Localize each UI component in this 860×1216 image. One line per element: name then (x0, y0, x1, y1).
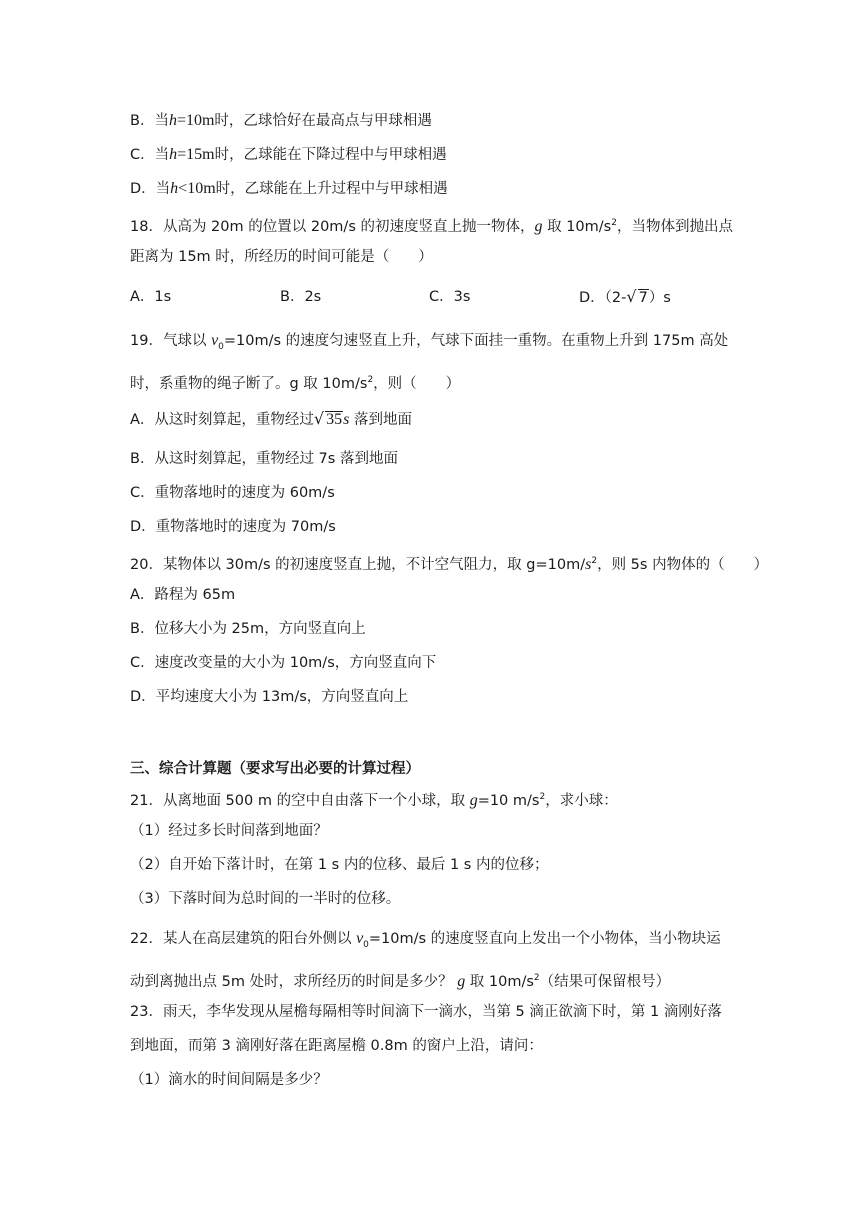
q21-part-2: （2）自开始下落计时，在第 1 s 内的位移、最后 1 s 内的位移； (130, 857, 549, 873)
q19-a-pre: A．从这时刻算起，重物经过 (130, 412, 314, 428)
q18-stem-line1 (130, 213, 733, 233)
q17-d-suffix: 时，乙球能在上升过程中与甲球相遇 (215, 181, 448, 197)
q18-stem-line2: 距离为 15m 时，所经历的时间可能是（ ） (130, 249, 433, 265)
q18-g: g (534, 218, 543, 235)
q21-stem (130, 787, 618, 807)
q19-a-unit: s (343, 411, 350, 428)
q17-d-prefix: D．当 (130, 181, 171, 197)
q22-v: v (356, 930, 364, 947)
q17-c-eq: =15m (177, 146, 215, 163)
q21-g: g (469, 792, 478, 809)
q19-option-a (130, 409, 412, 429)
radical-sign: √ (313, 409, 325, 428)
q22-stem2-a: 动到离抛出点 5m 处时，求所经历的时间是多少？ (130, 974, 458, 990)
q17-b-eq: =10m (176, 112, 215, 129)
q22-stem-b: =10m/s 的速度竖直向上发出一个小物体，当小物块运 (368, 931, 721, 947)
q20-stem-b: ，则 5s 内物体的（ ） (597, 557, 769, 573)
q21-part-1: （1）经过多长时间落到地面？ (130, 823, 328, 839)
q19-stem-line1 (130, 331, 728, 351)
q23-stem-line1: 23．雨天，李华发现从屋檐每隔相等时间滴下一滴水，当第 5 滴正欲滴下时，第 1 滴刚好落 (130, 1004, 722, 1020)
q19-stem-b: =10m/s 的速度匀速竖直上升，气球下面挂一重物。在重物上升到 175m 高处 (223, 333, 729, 349)
q18-d-radicand: 7 (638, 290, 648, 306)
q19-option-c: C．重物落地时的速度为 60m/s (130, 485, 335, 501)
q17-c-suffix: 时，乙球能在下降过程中与甲球相遇 (214, 147, 447, 163)
q17-option-b (130, 111, 432, 131)
q19-stem-line2 (130, 370, 460, 390)
q19-v-sub: 0 (218, 341, 224, 352)
q18-stem-a: 18．从高为 20m 的位置以 20m/s 的初速度竖直上抛一物体， (130, 219, 535, 235)
q19-option-b: B．从这时刻算起，重物经过 7s 落到地面 (130, 451, 398, 467)
q17-b-prefix: B．当 (130, 113, 169, 129)
q23-part-1: （1）滴水的时间间隔是多少？ (130, 1072, 328, 1088)
q19-v: v (211, 332, 219, 349)
q21-stem-a: 21．从离地面 500 m 的空中自由落下一个小球，取 (130, 793, 470, 809)
q22-g: g (457, 973, 466, 990)
q17-c-prefix: C．当 (130, 147, 170, 163)
q19-a-post: 落到地面 (349, 412, 412, 428)
q18-stem-b: 取 10m/s (542, 219, 612, 235)
q19-option-d: D．重物落地时的速度为 70m/s (130, 519, 336, 535)
q18-option-c: C．3s (429, 289, 471, 305)
q21-stem-c: ，求小球： (545, 793, 618, 809)
q20-stem (130, 551, 768, 571)
q20-option-c: C．速度改变量的大小为 10m/s，方向竖直向下 (130, 655, 437, 671)
q18-sup: 2 (611, 218, 617, 228)
q23-stem-line2: 到地面，而第 3 滴刚好落在距离屋檐 0.8m 的窗户上沿，请问： (130, 1038, 543, 1054)
q20-option-a: A．路程为 65m (130, 587, 236, 603)
q18-d-pre: D．（2- (579, 290, 627, 306)
q20-option-b: B．位移大小为 25m，方向竖直向上 (130, 621, 366, 637)
q19-stem-a: 19．气球以 (130, 333, 212, 349)
q17-b-suffix: 时，乙球恰好在最高点与甲球相遇 (214, 113, 432, 129)
q18-option-a: A．1s (130, 289, 172, 305)
q20-option-d: D．平均速度大小为 13m/s，方向竖直向上 (130, 689, 409, 705)
q22-sup: 2 (533, 973, 540, 983)
q17-d-eq: <10m (178, 180, 216, 197)
q22-stem2-b: 取 10m/s (465, 974, 534, 990)
q22-stem-line1 (130, 929, 721, 949)
q20-stem-a: 20．某物体以 30m/s 的初速度竖直上抛，不计空气阻力，取 g=10m/ (130, 557, 586, 573)
q20-s: s (585, 556, 592, 573)
q18-option-d (579, 287, 671, 308)
q17-c-var: h (169, 146, 178, 163)
q17-d-var: h (170, 180, 179, 197)
q18-option-b: B．2s (280, 289, 322, 305)
q22-stem2-c: （结果可保留根号） (539, 974, 671, 990)
radical-sign: √ (626, 287, 637, 306)
q18-stem-c: ，当物体到抛出点 (616, 219, 733, 235)
q18-d-post: ）s (648, 290, 671, 306)
q22-v-sub: 0 (363, 939, 369, 950)
q17-option-d (130, 179, 448, 199)
q17-b-var: h (168, 112, 177, 129)
q17-option-c (130, 145, 447, 165)
q21-sup: 2 (539, 792, 546, 802)
q19-stem2-a: 时，系重物的绳子断了。g 取 10m/s (130, 376, 368, 392)
q22-stem-a: 22．某人在高层建筑的阳台外侧以 (130, 931, 357, 947)
section-title: 三、综合计算题（要求写出必要的计算过程） (130, 761, 420, 777)
q19-a-radicand: 35 (326, 411, 343, 428)
q19-sup: 2 (367, 375, 374, 385)
q20-sup: 2 (591, 556, 598, 566)
q21-part-3: （3）下落时间为总时间的一半时的位移。 (130, 891, 401, 907)
q22-stem-line2 (130, 968, 670, 988)
q19-stem2-b: ，则（ ） (373, 376, 461, 392)
q21-stem-b: =10 m/s (477, 793, 540, 809)
